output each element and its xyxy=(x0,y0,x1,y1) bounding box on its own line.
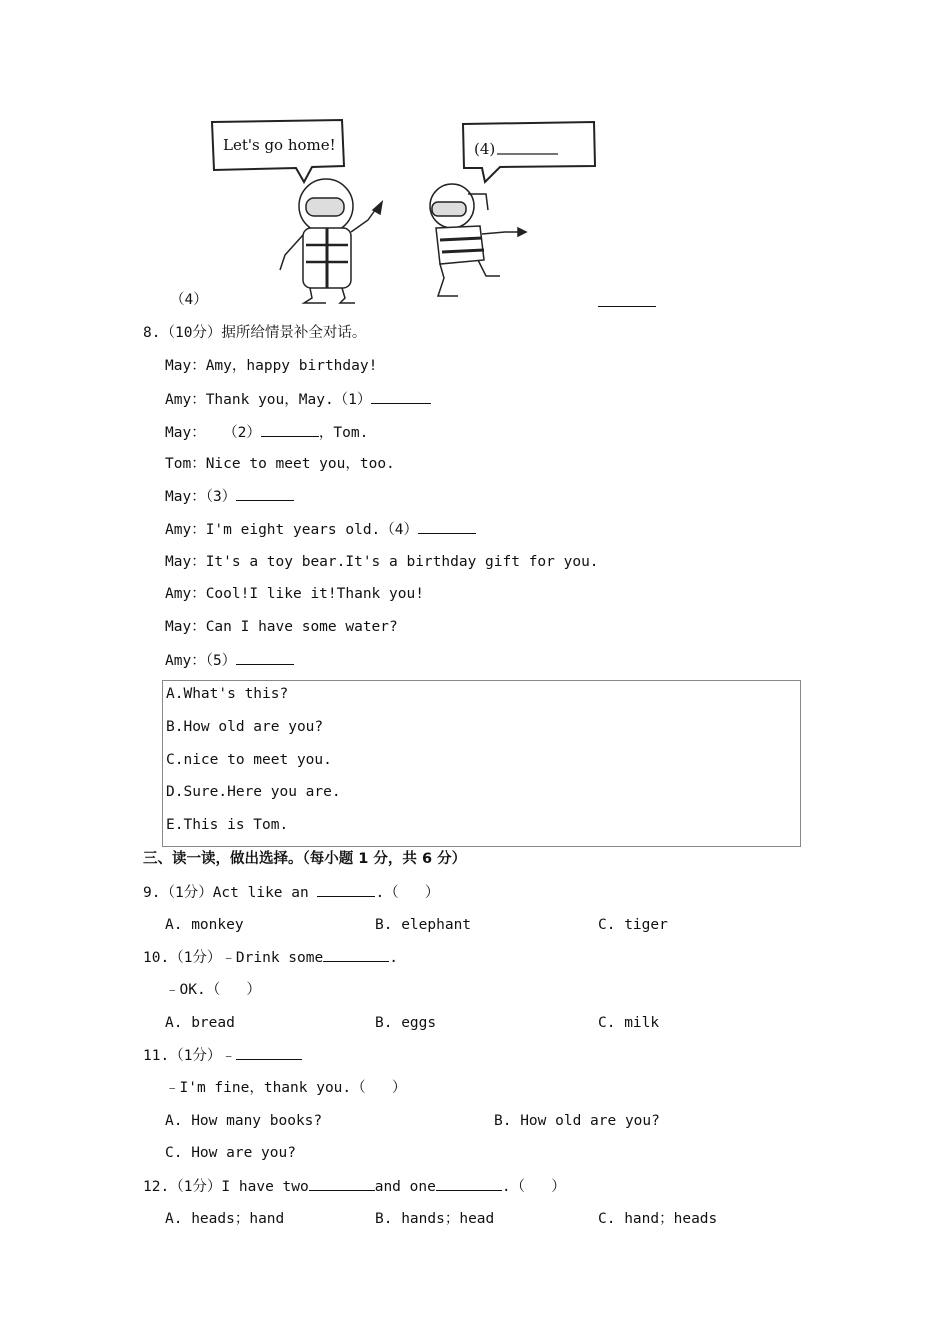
illustration-item-label: （4） xyxy=(170,292,208,308)
bubble-right-label: (4) xyxy=(474,140,496,158)
answer-blank[interactable] xyxy=(236,650,294,665)
dialogue-line: Amy：（5） xyxy=(165,650,294,671)
q10-option-c[interactable]: C. milk xyxy=(598,1015,660,1031)
q12-option-c[interactable]: C. hand；heads xyxy=(598,1211,718,1227)
answer-blank[interactable] xyxy=(309,1176,375,1191)
dialogue-line: May：Amy，happy birthday! xyxy=(165,358,378,374)
q12-option-b[interactable]: B. hands；head xyxy=(375,1211,495,1227)
q11-option-c[interactable]: C. How are you? xyxy=(165,1145,296,1161)
q10-reply: ﹣OK.（ ） xyxy=(165,982,261,998)
dialogue-line: May：Can I have some water? xyxy=(165,619,398,635)
q12-stem: 12.（1分）I have two and one .（ ） xyxy=(143,1176,566,1197)
answer-blank[interactable] xyxy=(261,422,319,437)
answer-blank[interactable] xyxy=(371,389,431,404)
option-e: E.This is Tom. xyxy=(166,817,289,833)
answer-blank[interactable] xyxy=(317,882,375,897)
q9-stem: 9.（1分）Act like an .（ ） xyxy=(143,882,439,903)
q9-option-a[interactable]: A. monkey xyxy=(165,917,244,933)
q12-option-a[interactable]: A. heads；hand xyxy=(165,1211,285,1227)
bubble-left-text: Let's go home! xyxy=(223,136,336,154)
q9-option-c[interactable]: C. tiger xyxy=(598,917,668,933)
dialogue-line: Tom：Nice to meet you，too. xyxy=(165,456,395,472)
answer-blank[interactable] xyxy=(418,519,476,534)
dialogue-line: Amy：I'm eight years old.（4） xyxy=(165,519,476,540)
answer-blank[interactable] xyxy=(236,486,294,501)
q11-option-a[interactable]: A. How many books? xyxy=(165,1113,323,1129)
answer-blank[interactable] xyxy=(236,1045,302,1060)
q9-option-b[interactable]: B. elephant xyxy=(375,917,472,933)
answer-blank[interactable] xyxy=(323,947,389,962)
q11-stem: 11.（1分）﹣ xyxy=(143,1045,302,1066)
section-heading: 三、读一读，做出选择。（每小题 1 分，共 6 分） xyxy=(143,851,467,867)
astronaut-right-icon xyxy=(430,184,526,296)
dialogue-line: May：It's a toy bear.It's a birthday gift for you. xyxy=(165,554,599,570)
astronaut-left-icon xyxy=(280,179,382,303)
q10-option-a[interactable]: A. bread xyxy=(165,1015,235,1031)
q10-stem: 10.（1分）﹣Drink some . xyxy=(143,947,398,968)
dialogue-line: May： （2） ，Tom. xyxy=(165,422,368,443)
dialogue-line: May：（3） xyxy=(165,486,294,507)
dialogue-line: Amy：Thank you，May.（1） xyxy=(165,389,431,410)
option-c: C.nice to meet you. xyxy=(166,752,332,768)
q10-option-b[interactable]: B. eggs xyxy=(375,1015,437,1031)
q11-reply: ﹣I'm fine，thank you.（ ） xyxy=(165,1080,407,1096)
answer-blank-4 xyxy=(598,306,656,307)
dialogue-line: Amy：Cool!I like it!Thank you! xyxy=(165,586,424,602)
answer-blank[interactable] xyxy=(436,1176,502,1191)
q11-option-b[interactable]: B. How old are you? xyxy=(494,1113,660,1129)
option-b: B.How old are you? xyxy=(166,719,324,735)
option-d: D.Sure.Here you are. xyxy=(166,784,341,800)
q8-title: 8.（10分）据所给情景补全对话。 xyxy=(143,325,367,341)
option-a: A.What's this? xyxy=(166,686,289,702)
